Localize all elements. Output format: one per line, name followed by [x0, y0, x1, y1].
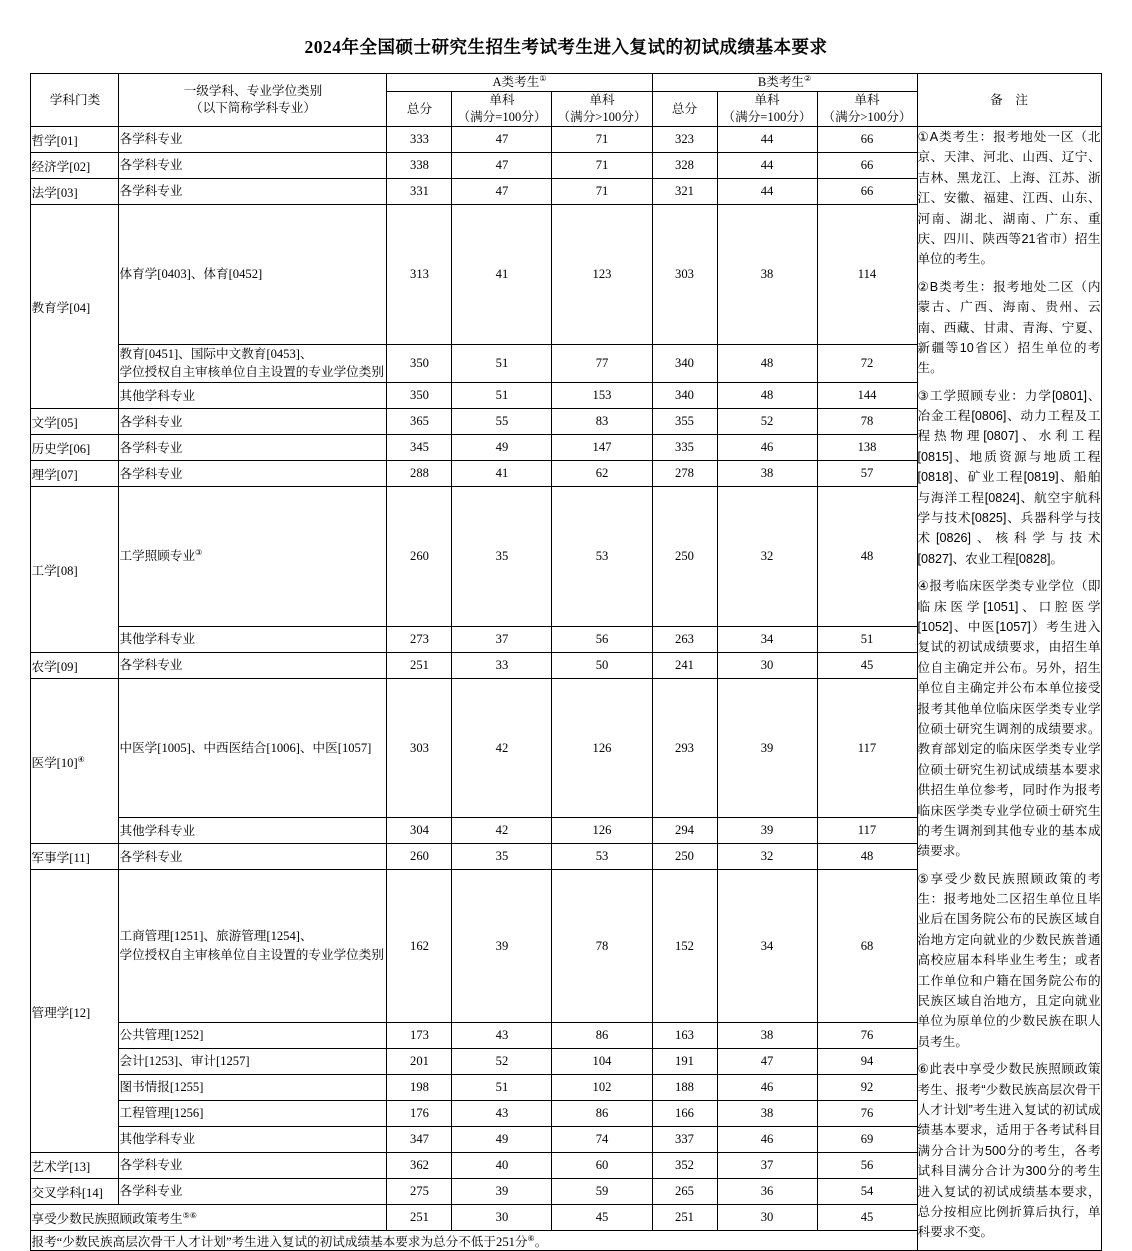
score-a-total: 251 [387, 652, 452, 678]
score-b-single-100: 38 [717, 1100, 817, 1126]
score-b-single-over100: 76 [817, 1022, 917, 1048]
score-a-single-over100: 123 [552, 205, 652, 345]
score-b-total: 321 [652, 179, 717, 205]
discipline-category-label: 医学[10] [31, 755, 78, 770]
score-a-single-100: 35 [452, 844, 552, 870]
score-a-single-100: 41 [452, 461, 552, 487]
discipline-subject-label: 其他学科专业 [119, 823, 196, 838]
score-b-single-100: 46 [717, 435, 817, 461]
subject-footnote-marker: ③ [195, 548, 203, 558]
header-a-single-100-label: 单科 [489, 93, 515, 107]
discipline-subject-line: 工商管理[1251]、旅游管理[1254]、 [119, 929, 313, 944]
score-a-single-over100: 86 [552, 1100, 652, 1126]
score-a-single-100: 37 [452, 626, 552, 652]
discipline-subject-cell [119, 127, 387, 153]
score-a-single-over100: 102 [552, 1074, 652, 1100]
discipline-category-label: 艺术学[13] [31, 1159, 91, 1174]
score-a-total: 331 [387, 179, 452, 205]
score-b-total: 191 [652, 1048, 717, 1074]
score-b-single-over100: 57 [817, 461, 917, 487]
remark-note-5: ⑤享受少数民族照顾政策的考生：报考地处二区招生单位且毕业后在国务院公布的民族区域自治地方定向就业的少数民族普通高校应届本科毕业生考生；或者工作单位和户籍在国务院公布的民族区域自治地方，且定向就业单位为原单位的少数民族在职人员考生。 [917, 871, 1101, 1049]
discipline-subject-cell [119, 626, 387, 652]
discipline-category-label: 工学[08] [31, 564, 78, 579]
score-b-total: 294 [652, 818, 717, 844]
header-category: 学科门类 [31, 74, 119, 127]
header-b-single-over100 [817, 92, 917, 127]
discipline-category-cell [31, 1152, 119, 1178]
discipline-subject-label: 各学科专业 [119, 1184, 183, 1199]
discipline-subject-cell [119, 1178, 387, 1204]
score-a-total: 313 [387, 205, 452, 345]
score-b-single-over100: 68 [817, 870, 917, 1022]
discipline-category-cell [31, 153, 119, 179]
category-footnote-marker: ④ [77, 754, 85, 764]
score-b-total: 263 [652, 626, 717, 652]
discipline-subject-label: 公共管理[1252] [119, 1028, 204, 1043]
score-b-single-over100: 66 [817, 179, 917, 205]
score-b-total: 303 [652, 205, 717, 345]
score-a-single-100: 49 [452, 435, 552, 461]
score-a-single-100: 40 [452, 1152, 552, 1178]
score-a-total: 176 [387, 1100, 452, 1126]
discipline-subject-cell [119, 870, 387, 1022]
score-a-total: 201 [387, 1048, 452, 1074]
score-b-total: 251 [652, 1204, 717, 1230]
discipline-subject-cell [119, 818, 387, 844]
score-a-total: 347 [387, 1126, 452, 1152]
score-b-total: 340 [652, 344, 717, 383]
score-a-single-over100: 71 [552, 127, 652, 153]
score-a-single-100: 43 [452, 1022, 552, 1048]
table-body [31, 127, 1101, 1251]
score-a-single-100: 30 [452, 1204, 552, 1230]
score-b-total: 250 [652, 487, 717, 627]
score-a-single-over100: 59 [552, 1178, 652, 1204]
score-a-total: 260 [387, 487, 452, 627]
score-a-single-100: 39 [452, 1178, 552, 1204]
header-b-total: 总分 [652, 92, 717, 127]
score-b-single-100: 30 [717, 1204, 817, 1230]
header-b-single-over100-label: 单科 [854, 93, 880, 107]
score-a-single-over100: 77 [552, 344, 652, 383]
score-b-single-over100: 92 [817, 1074, 917, 1100]
score-a-single-100: 39 [452, 870, 552, 1022]
header-a-single-over100-label: 单科 [589, 93, 615, 107]
score-a-total: 162 [387, 870, 452, 1022]
score-b-single-100: 48 [717, 344, 817, 383]
discipline-subject-line: 学位授权自主审核单位自主设置的专业学位类别 [119, 365, 384, 380]
discipline-category-cell [31, 205, 119, 409]
discipline-subject-cell [119, 1152, 387, 1178]
score-b-single-100: 34 [717, 626, 817, 652]
discipline-subject-line: 教育[0451]、国际中文教育[0453]、 [119, 346, 313, 361]
score-b-single-100: 34 [717, 870, 817, 1022]
score-b-single-over100: 72 [817, 344, 917, 383]
score-b-total: 293 [652, 678, 717, 818]
header-a-single-over100 [552, 92, 652, 127]
header-group-a [387, 74, 652, 92]
score-a-single-100: 33 [452, 652, 552, 678]
score-a-single-over100: 74 [552, 1126, 652, 1152]
score-a-single-over100: 56 [552, 626, 652, 652]
discipline-category-cell [31, 179, 119, 205]
score-b-single-100: 48 [717, 383, 817, 409]
header-remarks: 备 注 [917, 74, 1101, 127]
score-a-total: 303 [387, 678, 452, 818]
score-a-total: 365 [387, 409, 452, 435]
discipline-subject-cell [119, 678, 387, 818]
discipline-subject-cell [119, 652, 387, 678]
discipline-subject-cell [119, 205, 387, 345]
discipline-category-label: 教育学[04] [31, 301, 91, 316]
discipline-category-label: 历史学[06] [31, 442, 91, 457]
remarks-cell [917, 127, 1101, 1251]
discipline-subject-label: 其他学科专业 [119, 388, 196, 403]
header-a-single-over100-sub: （满分>100分） [557, 110, 647, 124]
discipline-subject-label: 各学科专业 [119, 466, 183, 481]
score-b-single-over100: 117 [817, 818, 917, 844]
score-b-total: 278 [652, 461, 717, 487]
score-b-single-over100: 78 [817, 409, 917, 435]
score-b-total: 241 [652, 652, 717, 678]
score-b-single-over100: 48 [817, 844, 917, 870]
score-a-total: 304 [387, 818, 452, 844]
discipline-subject-cell [119, 153, 387, 179]
discipline-category-cell [31, 409, 119, 435]
score-a-total: 260 [387, 844, 452, 870]
score-a-single-100: 51 [452, 383, 552, 409]
score-a-single-100: 47 [452, 127, 552, 153]
score-b-total: 340 [652, 383, 717, 409]
discipline-subject-cell [119, 179, 387, 205]
score-a-single-100: 55 [452, 409, 552, 435]
discipline-subject-label: 工程管理[1256] [119, 1106, 204, 1121]
score-a-total: 198 [387, 1074, 452, 1100]
score-b-single-over100: 66 [817, 153, 917, 179]
score-b-single-over100: 76 [817, 1100, 917, 1126]
score-a-single-over100: 60 [552, 1152, 652, 1178]
discipline-subject-label: 各学科专业 [119, 658, 183, 673]
score-b-total: 323 [652, 127, 717, 153]
discipline-category-label: 理学[07] [31, 468, 78, 483]
header-discipline-line1: 一级学科、专业学位类别 [183, 84, 323, 98]
score-b-single-100: 39 [717, 678, 817, 818]
header-group-a-footnote-marker: ① [539, 73, 547, 83]
score-a-single-over100: 126 [552, 678, 652, 818]
discipline-subject-cell [119, 344, 387, 383]
score-b-single-over100: 138 [817, 435, 917, 461]
score-a-single-over100: 78 [552, 870, 652, 1022]
score-a-single-100: 41 [452, 205, 552, 345]
score-a-single-over100: 62 [552, 461, 652, 487]
discipline-category-label: 哲学[01] [31, 134, 78, 148]
minority-policy-label: 享受少数民族照顾政策考生 [31, 1211, 183, 1226]
score-a-single-over100: 147 [552, 435, 652, 461]
discipline-subject-cell [119, 1022, 387, 1048]
score-a-single-over100: 53 [552, 844, 652, 870]
score-b-single-100: 30 [717, 652, 817, 678]
discipline-subject-label: 各学科专业 [119, 132, 183, 147]
score-b-single-over100: 51 [817, 626, 917, 652]
score-a-single-over100: 86 [552, 1022, 652, 1048]
score-a-single-over100: 126 [552, 818, 652, 844]
minority-footnote-marker: ⑤⑥ [182, 1210, 197, 1220]
discipline-subject-label: 中医学[1005]、中西医结合[1006]、中医[1057] [119, 740, 372, 755]
score-b-single-100: 46 [717, 1126, 817, 1152]
header-b-single-over100-sub: （满分>100分） [822, 110, 912, 124]
score-a-total: 338 [387, 153, 452, 179]
score-b-single-over100: 144 [817, 383, 917, 409]
score-b-single-over100: 117 [817, 678, 917, 818]
remark-note-1: ①A类考生：报考地处一区（北京、天津、河北、山西、辽宁、吉林、黑龙江、上海、江苏、浙江、安徽、福建、江西、山东、河南、湖北、湖南、广东、重庆、四川、陕西等21省市）招生单位的考生。 [917, 130, 1101, 267]
score-b-single-100: 44 [717, 153, 817, 179]
discipline-category-cell [31, 487, 119, 653]
score-b-single-over100: 45 [817, 652, 917, 678]
discipline-category-cell [31, 1178, 119, 1204]
discipline-subject-cell [119, 844, 387, 870]
discipline-category-label: 管理学[12] [31, 1005, 91, 1020]
score-b-single-over100: 56 [817, 1152, 917, 1178]
score-a-single-100: 42 [452, 678, 552, 818]
score-a-single-over100: 153 [552, 383, 652, 409]
score-b-total: 337 [652, 1126, 717, 1152]
discipline-subject-label: 各学科专业 [119, 849, 183, 864]
score-b-total: 166 [652, 1100, 717, 1126]
footnote-marker: ⑥ [527, 1233, 535, 1243]
discipline-subject-cell [119, 1126, 387, 1152]
score-a-single-100: 51 [452, 344, 552, 383]
footnote-text: 报考“少数民族高层次骨干人才计划”考生进入复试的初试成绩基本要求为总分不低于251分 [31, 1234, 528, 1249]
score-a-total: 173 [387, 1022, 452, 1048]
score-requirements-table [30, 73, 1101, 1251]
score-a-single-100: 35 [452, 487, 552, 627]
header-discipline-line2: （以下简称学科专业） [190, 101, 316, 115]
score-b-single-100: 44 [717, 127, 817, 153]
discipline-subject-label: 各学科专业 [119, 440, 183, 455]
score-a-total: 350 [387, 344, 452, 383]
discipline-category-label: 农学[09] [31, 659, 78, 674]
score-b-total: 250 [652, 844, 717, 870]
table-head [31, 74, 1101, 127]
discipline-category-cell [31, 435, 119, 461]
score-a-single-over100: 45 [552, 1204, 652, 1230]
discipline-subject-label: 其他学科专业 [119, 1132, 196, 1147]
discipline-subject-cell [119, 383, 387, 409]
discipline-category-label: 经济学[02] [31, 160, 91, 174]
score-b-single-100: 52 [717, 409, 817, 435]
discipline-subject-label: 工学照顾专业 [119, 549, 196, 564]
score-a-total: 345 [387, 435, 452, 461]
score-b-total: 188 [652, 1074, 717, 1100]
discipline-category-cell [31, 652, 119, 678]
discipline-category-cell [31, 678, 119, 844]
score-b-total: 352 [652, 1152, 717, 1178]
score-b-single-100: 39 [717, 818, 817, 844]
score-a-single-100: 42 [452, 818, 552, 844]
discipline-category-label: 军事学[11] [31, 851, 90, 866]
discipline-subject-cell [119, 435, 387, 461]
score-b-single-over100: 114 [817, 205, 917, 345]
score-b-single-100: 47 [717, 1048, 817, 1074]
discipline-subject-label: 体育学[0403]、体育[0452] [119, 267, 263, 282]
score-a-total: 362 [387, 1152, 452, 1178]
page-title: 2024年全国硕士研究生招生考试考生进入复试的初试成绩基本要求 [304, 37, 828, 57]
score-a-single-over100: 53 [552, 487, 652, 627]
score-b-single-100: 37 [717, 1152, 817, 1178]
minority-policy-label-cell [31, 1204, 387, 1230]
header-discipline [119, 74, 387, 127]
remark-note-6: ⑥此表中享受少数民族照顾政策考生、报考“少数民族高层次骨干人才计划”考生进入复试的初试成绩基本要求，适用于各考试科目满分合计为500分的考生，各考试科目满分合计为300分的考生进入复试的初试成绩基本要求，总分按相应比例折算后执行，单科要求不变。 [917, 1062, 1101, 1240]
score-a-single-100: 51 [452, 1074, 552, 1100]
footnote-cell [31, 1230, 917, 1250]
score-b-total: 335 [652, 435, 717, 461]
footnote-text-end: 。 [534, 1234, 548, 1249]
header-group-b-footnote-marker: ② [804, 73, 812, 83]
header-b-single-100-label: 单科 [754, 93, 780, 107]
score-a-single-over100: 71 [552, 153, 652, 179]
score-b-single-over100: 48 [817, 487, 917, 627]
score-b-single-100: 32 [717, 844, 817, 870]
score-b-total: 163 [652, 1022, 717, 1048]
score-a-single-100: 47 [452, 179, 552, 205]
score-b-single-100: 32 [717, 487, 817, 627]
discipline-subject-label: 各学科专业 [119, 414, 183, 429]
discipline-category-cell [31, 844, 119, 870]
remark-note-4: ④报考临床医学类专业学位（即临床医学[1051]、口腔医学[1052]、中医[1057]）考生进入复试的初试成绩要求，由招生单位自主确定并公布。另外，招生单位自主确定并公布本单位接受报考其他单位临床医学类专业学位硕士研究生调剂的成绩要求。教育部划定的临床医学类专业学位硕士研究生初试成绩基本要求供招生单位参考，同时作为报考临床医学类专业学位硕士研究生的考生调剂到其他专业的基本成绩要求。 [917, 579, 1101, 859]
score-a-single-over100: 50 [552, 652, 652, 678]
score-a-single-100: 47 [452, 153, 552, 179]
header-b-single-100-sub: （满分=100分） [722, 110, 812, 124]
remark-note-2: ②B类考生：报考地处二区（内蒙古、广西、海南、贵州、云南、西藏、甘肃、青海、宁夏、新疆等10省区）招生单位的考生。 [917, 279, 1101, 376]
header-group-a-label: A类考生 [492, 75, 540, 89]
discipline-category-cell [31, 461, 119, 487]
header-group-b [652, 74, 917, 92]
discipline-subject-cell [119, 1100, 387, 1126]
header-a-total: 总分 [387, 92, 452, 127]
discipline-category-label: 文学[05] [31, 416, 78, 431]
score-b-single-over100: 69 [817, 1126, 917, 1152]
score-b-single-over100: 66 [817, 127, 917, 153]
discipline-subject-cell [119, 1074, 387, 1100]
score-b-single-over100: 45 [817, 1204, 917, 1230]
score-b-single-over100: 54 [817, 1178, 917, 1204]
score-b-single-over100: 94 [817, 1048, 917, 1074]
discipline-subject-cell [119, 409, 387, 435]
discipline-subject-label: 会计[1253]、审计[1257] [119, 1054, 250, 1069]
header-a-single-100-sub: （满分=100分） [457, 110, 547, 124]
header-group-b-label: B类考生 [757, 75, 805, 89]
discipline-subject-label: 各学科专业 [119, 184, 183, 199]
score-b-single-100: 46 [717, 1074, 817, 1100]
score-b-single-100: 38 [717, 461, 817, 487]
discipline-subject-cell [119, 487, 387, 627]
score-b-total: 355 [652, 409, 717, 435]
score-b-single-100: 36 [717, 1178, 817, 1204]
score-a-single-over100: 104 [552, 1048, 652, 1074]
score-b-single-100: 38 [717, 1022, 817, 1048]
score-a-total: 350 [387, 383, 452, 409]
table-row [31, 127, 1101, 153]
discipline-subject-label: 图书情报[1255] [119, 1080, 204, 1095]
score-a-single-100: 43 [452, 1100, 552, 1126]
score-b-single-100: 38 [717, 205, 817, 345]
score-a-single-100: 49 [452, 1126, 552, 1152]
score-a-single-over100: 83 [552, 409, 652, 435]
score-a-total: 288 [387, 461, 452, 487]
discipline-category-cell [31, 870, 119, 1152]
header-a-single-100 [452, 92, 552, 127]
remark-note-3: ③工学照顾专业：力学[0801]、冶金工程[0806]、动力工程及工程热物理[0807]、水利工程[0815]、地质资源与地质工程[0818]、矿业工程[0819]、船舶与海洋工程[0824]、航空宇航科学与技术[0825]、兵器科学与技术[0826]、核科学与技术[0827]、农业工程[0828]。 [917, 388, 1101, 566]
discipline-category-label: 法学[03] [31, 186, 78, 200]
discipline-subject-line: 学位授权自主审核单位自主设置的专业学位类别 [119, 948, 384, 963]
score-b-total: 265 [652, 1178, 717, 1204]
discipline-subject-label: 各学科专业 [119, 1158, 183, 1173]
score-a-single-over100: 71 [552, 179, 652, 205]
score-b-total: 152 [652, 870, 717, 1022]
discipline-subject-label: 其他学科专业 [119, 632, 196, 647]
discipline-category-label: 交叉学科[14] [31, 1185, 103, 1200]
discipline-subject-cell [119, 461, 387, 487]
discipline-category-cell [31, 127, 119, 153]
discipline-subject-cell [119, 1048, 387, 1074]
score-a-total: 273 [387, 626, 452, 652]
score-a-total: 333 [387, 127, 452, 153]
score-a-total: 251 [387, 1204, 452, 1230]
header-b-single-100 [717, 92, 817, 127]
score-b-single-100: 44 [717, 179, 817, 205]
score-b-total: 328 [652, 153, 717, 179]
score-a-single-100: 52 [452, 1048, 552, 1074]
score-a-total: 275 [387, 1178, 452, 1204]
discipline-subject-label: 各学科专业 [119, 158, 183, 173]
